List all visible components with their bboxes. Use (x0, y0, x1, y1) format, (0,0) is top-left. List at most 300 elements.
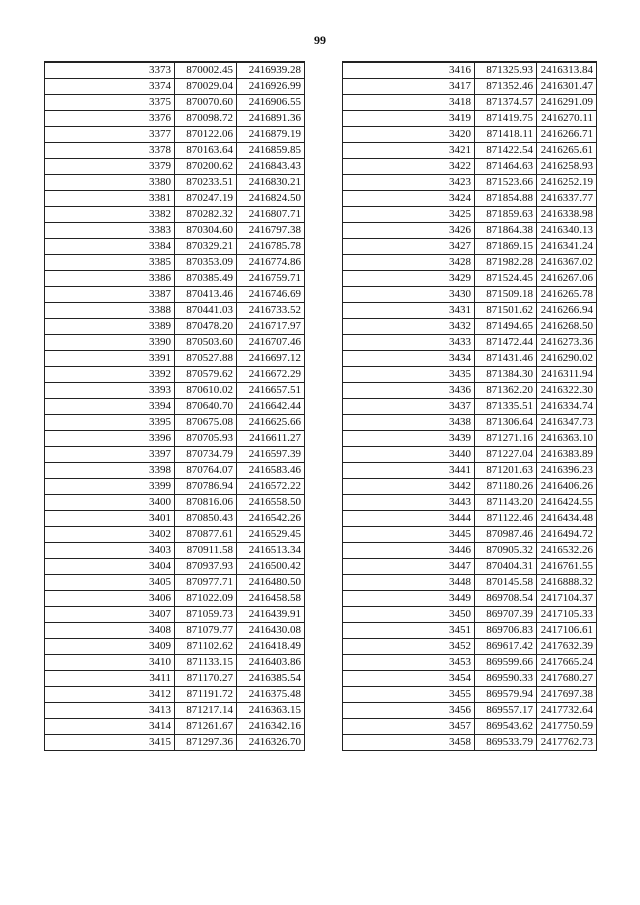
x-coordinate-cell: 871431.46 (475, 351, 537, 367)
table-row (45, 719, 305, 735)
table-row (45, 415, 305, 431)
y-coordinate-cell: 2417665.24 (537, 655, 597, 671)
point-number-cell: 3458 (343, 735, 475, 751)
x-coordinate-cell: 870478.20 (175, 319, 237, 335)
point-number-cell: 3455 (343, 687, 475, 703)
table-row (343, 639, 597, 655)
table-row (45, 511, 305, 527)
point-number-cell: 3391 (45, 351, 175, 367)
table-row (45, 143, 305, 159)
x-coordinate-cell: 870441.03 (175, 303, 237, 319)
table-row (45, 703, 305, 719)
x-coordinate-cell: 871374.57 (475, 95, 537, 111)
table-row (45, 271, 305, 287)
point-number-cell: 3425 (343, 207, 475, 223)
point-number-cell: 3436 (343, 383, 475, 399)
point-number-cell: 3440 (343, 447, 475, 463)
y-coordinate-cell: 2416759.71 (237, 271, 305, 287)
y-coordinate-cell: 2416403.86 (237, 655, 305, 671)
x-coordinate-cell: 870705.93 (175, 431, 237, 447)
point-number-cell: 3381 (45, 191, 175, 207)
y-coordinate-cell: 2417732.64 (537, 703, 597, 719)
y-coordinate-cell: 2417104.37 (537, 591, 597, 607)
x-coordinate-cell: 871227.04 (475, 447, 537, 463)
point-number-cell: 3413 (45, 703, 175, 719)
point-number-cell: 3414 (45, 719, 175, 735)
table-body-left (45, 62, 305, 751)
y-coordinate-cell: 2416888.32 (537, 575, 597, 591)
table-row (45, 95, 305, 111)
x-coordinate-cell: 870911.58 (175, 543, 237, 559)
table-row (343, 495, 597, 511)
x-coordinate-cell: 870002.45 (175, 62, 237, 79)
x-coordinate-cell: 869599.66 (475, 655, 537, 671)
x-coordinate-cell: 871201.63 (475, 463, 537, 479)
y-coordinate-cell: 2416326.70 (237, 735, 305, 751)
y-coordinate-cell: 2416341.24 (537, 239, 597, 255)
point-number-cell: 3385 (45, 255, 175, 271)
table-row (343, 655, 597, 671)
x-coordinate-cell: 870282.32 (175, 207, 237, 223)
x-coordinate-cell: 871022.09 (175, 591, 237, 607)
table-row (343, 543, 597, 559)
y-coordinate-cell: 2416338.98 (537, 207, 597, 223)
point-number-cell: 3389 (45, 319, 175, 335)
table-row (343, 79, 597, 95)
point-number-cell: 3407 (45, 607, 175, 623)
x-coordinate-cell: 870610.02 (175, 383, 237, 399)
point-number-cell: 3400 (45, 495, 175, 511)
table-row (45, 447, 305, 463)
y-coordinate-cell: 2416439.91 (237, 607, 305, 623)
y-coordinate-cell: 2416657.51 (237, 383, 305, 399)
point-number-cell: 3405 (45, 575, 175, 591)
table-row (343, 143, 597, 159)
page-number: 99 (314, 33, 326, 47)
y-coordinate-cell: 2416385.54 (237, 671, 305, 687)
x-coordinate-cell: 871494.65 (475, 319, 537, 335)
point-number-cell: 3432 (343, 319, 475, 335)
x-coordinate-cell: 871217.14 (175, 703, 237, 719)
point-number-cell: 3401 (45, 511, 175, 527)
point-number-cell: 3457 (343, 719, 475, 735)
table-row (45, 79, 305, 95)
point-number-cell: 3393 (45, 383, 175, 399)
y-coordinate-cell: 2416939.28 (237, 62, 305, 79)
x-coordinate-cell: 871325.93 (475, 62, 537, 79)
x-coordinate-cell: 870675.08 (175, 415, 237, 431)
table-row (343, 271, 597, 287)
y-coordinate-cell: 2416273.36 (537, 335, 597, 351)
point-number-cell: 3399 (45, 479, 175, 495)
y-coordinate-cell: 2416347.73 (537, 415, 597, 431)
x-coordinate-cell: 871982.28 (475, 255, 537, 271)
x-coordinate-cell: 870404.31 (475, 559, 537, 575)
y-coordinate-cell: 2416480.50 (237, 575, 305, 591)
point-number-cell: 3406 (45, 591, 175, 607)
point-number-cell: 3417 (343, 79, 475, 95)
point-number-cell: 3396 (45, 431, 175, 447)
point-number-cell: 3437 (343, 399, 475, 415)
x-coordinate-cell: 871869.15 (475, 239, 537, 255)
table-row (343, 255, 597, 271)
point-number-cell: 3388 (45, 303, 175, 319)
point-number-cell: 3411 (45, 671, 175, 687)
point-number-cell: 3443 (343, 495, 475, 511)
table-row (45, 479, 305, 495)
y-coordinate-cell: 2416266.94 (537, 303, 597, 319)
x-coordinate-cell: 869533.79 (475, 735, 537, 751)
x-coordinate-cell: 871422.54 (475, 143, 537, 159)
table-row (45, 303, 305, 319)
table-row (343, 191, 597, 207)
y-coordinate-cell: 2416266.71 (537, 127, 597, 143)
point-number-cell: 3438 (343, 415, 475, 431)
y-coordinate-cell: 2416926.99 (237, 79, 305, 95)
x-coordinate-cell: 870329.21 (175, 239, 237, 255)
x-coordinate-cell: 871271.16 (475, 431, 537, 447)
table-row (343, 383, 597, 399)
table-row (45, 255, 305, 271)
table-row (45, 207, 305, 223)
y-coordinate-cell: 2416430.08 (237, 623, 305, 639)
y-coordinate-cell: 2416322.30 (537, 383, 597, 399)
x-coordinate-cell: 869617.42 (475, 639, 537, 655)
table-row (45, 62, 305, 79)
y-coordinate-cell: 2416418.49 (237, 639, 305, 655)
table-row (343, 223, 597, 239)
table-row (343, 335, 597, 351)
point-number-cell: 3423 (343, 175, 475, 191)
y-coordinate-cell: 2416824.50 (237, 191, 305, 207)
x-coordinate-cell: 871122.46 (475, 511, 537, 527)
point-number-cell: 3427 (343, 239, 475, 255)
x-coordinate-cell: 870304.60 (175, 223, 237, 239)
point-number-cell: 3441 (343, 463, 475, 479)
y-coordinate-cell: 2416434.48 (537, 511, 597, 527)
x-coordinate-cell: 869590.33 (475, 671, 537, 687)
point-number-cell: 3387 (45, 287, 175, 303)
table-row (343, 159, 597, 175)
table-row (343, 287, 597, 303)
x-coordinate-cell: 871102.62 (175, 639, 237, 655)
table-row (45, 607, 305, 623)
point-number-cell: 3433 (343, 335, 475, 351)
y-coordinate-cell: 2416807.71 (237, 207, 305, 223)
point-number-cell: 3382 (45, 207, 175, 223)
x-coordinate-cell: 870163.64 (175, 143, 237, 159)
point-number-cell: 3386 (45, 271, 175, 287)
table-row (343, 511, 597, 527)
table-row (343, 175, 597, 191)
point-number-cell: 3377 (45, 127, 175, 143)
y-coordinate-cell: 2416529.45 (237, 527, 305, 543)
table-row (343, 463, 597, 479)
table-row (343, 671, 597, 687)
y-coordinate-cell: 2417632.39 (537, 639, 597, 655)
table-row (343, 303, 597, 319)
table-row (343, 431, 597, 447)
x-coordinate-cell: 869707.39 (475, 607, 537, 623)
y-coordinate-cell: 2416367.02 (537, 255, 597, 271)
table-row (45, 543, 305, 559)
table-row (343, 319, 597, 335)
x-coordinate-cell: 870503.60 (175, 335, 237, 351)
y-coordinate-cell: 2416458.58 (237, 591, 305, 607)
table-row (343, 703, 597, 719)
y-coordinate-cell: 2416859.85 (237, 143, 305, 159)
y-coordinate-cell: 2416532.26 (537, 543, 597, 559)
table-row (343, 735, 597, 751)
point-number-cell: 3384 (45, 239, 175, 255)
x-coordinate-cell: 871059.73 (175, 607, 237, 623)
table-row (45, 239, 305, 255)
point-number-cell: 3412 (45, 687, 175, 703)
point-number-cell: 3416 (343, 62, 475, 79)
y-coordinate-cell: 2416375.48 (237, 687, 305, 703)
x-coordinate-cell: 870850.43 (175, 511, 237, 527)
table-body-right (343, 62, 597, 751)
table-row (45, 367, 305, 383)
y-coordinate-cell: 2416311.94 (537, 367, 597, 383)
y-coordinate-cell: 2416879.19 (237, 127, 305, 143)
x-coordinate-cell: 870029.04 (175, 79, 237, 95)
point-number-cell: 3450 (343, 607, 475, 623)
point-number-cell: 3456 (343, 703, 475, 719)
table-row (343, 623, 597, 639)
y-coordinate-cell: 2416313.84 (537, 62, 597, 79)
table-row (343, 591, 597, 607)
table-row (45, 735, 305, 751)
y-coordinate-cell: 2416363.15 (237, 703, 305, 719)
table-row (343, 415, 597, 431)
x-coordinate-cell: 871133.15 (175, 655, 237, 671)
x-coordinate-cell: 871859.63 (475, 207, 537, 223)
point-number-cell: 3421 (343, 143, 475, 159)
point-number-cell: 3374 (45, 79, 175, 95)
table-row (343, 62, 597, 79)
table-row (343, 559, 597, 575)
point-number-cell: 3392 (45, 367, 175, 383)
y-coordinate-cell: 2416268.50 (537, 319, 597, 335)
x-coordinate-cell: 869579.94 (475, 687, 537, 703)
point-number-cell: 3375 (45, 95, 175, 111)
table-row (45, 575, 305, 591)
point-number-cell: 3446 (343, 543, 475, 559)
y-coordinate-cell: 2416830.21 (237, 175, 305, 191)
x-coordinate-cell: 871501.62 (475, 303, 537, 319)
y-coordinate-cell: 2416611.27 (237, 431, 305, 447)
y-coordinate-cell: 2417106.61 (537, 623, 597, 639)
x-coordinate-cell: 870122.06 (175, 127, 237, 143)
table-row (343, 127, 597, 143)
table-row (45, 335, 305, 351)
table-row (45, 383, 305, 399)
x-coordinate-cell: 871418.11 (475, 127, 537, 143)
point-number-cell: 3418 (343, 95, 475, 111)
x-coordinate-cell: 871523.66 (475, 175, 537, 191)
point-number-cell: 3431 (343, 303, 475, 319)
point-number-cell: 3397 (45, 447, 175, 463)
point-number-cell: 3444 (343, 511, 475, 527)
coordinates-table-left (44, 61, 305, 751)
x-coordinate-cell: 871335.51 (475, 399, 537, 415)
x-coordinate-cell: 869708.54 (475, 591, 537, 607)
table-row (343, 351, 597, 367)
table-row (343, 575, 597, 591)
point-number-cell: 3390 (45, 335, 175, 351)
point-number-cell: 3453 (343, 655, 475, 671)
x-coordinate-cell: 870734.79 (175, 447, 237, 463)
x-coordinate-cell: 870413.46 (175, 287, 237, 303)
coordinates-table-right (342, 61, 597, 751)
x-coordinate-cell: 870640.70 (175, 399, 237, 415)
y-coordinate-cell: 2416291.09 (537, 95, 597, 111)
point-number-cell: 3451 (343, 623, 475, 639)
table-row (45, 191, 305, 207)
y-coordinate-cell: 2416265.78 (537, 287, 597, 303)
table-row (343, 367, 597, 383)
x-coordinate-cell: 870145.58 (475, 575, 537, 591)
x-coordinate-cell: 871524.45 (475, 271, 537, 287)
point-number-cell: 3454 (343, 671, 475, 687)
x-coordinate-cell: 871297.36 (175, 735, 237, 751)
table-row (45, 463, 305, 479)
y-coordinate-cell: 2416513.34 (237, 543, 305, 559)
point-number-cell: 3428 (343, 255, 475, 271)
point-number-cell: 3394 (45, 399, 175, 415)
y-coordinate-cell: 2416597.39 (237, 447, 305, 463)
y-coordinate-cell: 2416797.38 (237, 223, 305, 239)
x-coordinate-cell: 870247.19 (175, 191, 237, 207)
y-coordinate-cell: 2416406.26 (537, 479, 597, 495)
y-coordinate-cell: 2417697.38 (537, 687, 597, 703)
table-row (45, 495, 305, 511)
x-coordinate-cell: 871509.18 (475, 287, 537, 303)
table-row (45, 623, 305, 639)
table-row (45, 127, 305, 143)
point-number-cell: 3395 (45, 415, 175, 431)
table-row (343, 687, 597, 703)
y-coordinate-cell: 2416337.77 (537, 191, 597, 207)
table-row (45, 559, 305, 575)
y-coordinate-cell: 2416891.36 (237, 111, 305, 127)
table-row (45, 671, 305, 687)
point-number-cell: 3402 (45, 527, 175, 543)
table-row (343, 719, 597, 735)
table-row (45, 351, 305, 367)
point-number-cell: 3409 (45, 639, 175, 655)
point-number-cell: 3403 (45, 543, 175, 559)
x-coordinate-cell: 871191.72 (175, 687, 237, 703)
table-row (343, 607, 597, 623)
point-number-cell: 3398 (45, 463, 175, 479)
y-coordinate-cell: 2416761.55 (537, 559, 597, 575)
y-coordinate-cell: 2416746.69 (237, 287, 305, 303)
point-number-cell: 3404 (45, 559, 175, 575)
y-coordinate-cell: 2416424.55 (537, 495, 597, 511)
y-coordinate-cell: 2416733.52 (237, 303, 305, 319)
y-coordinate-cell: 2416267.06 (537, 271, 597, 287)
x-coordinate-cell: 870987.46 (475, 527, 537, 543)
table-row (343, 95, 597, 111)
y-coordinate-cell: 2416342.16 (237, 719, 305, 735)
table-row (45, 687, 305, 703)
y-coordinate-cell: 2416583.46 (237, 463, 305, 479)
table-row (343, 527, 597, 543)
point-number-cell: 3383 (45, 223, 175, 239)
table-row (45, 527, 305, 543)
y-coordinate-cell: 2416265.61 (537, 143, 597, 159)
x-coordinate-cell: 870786.94 (175, 479, 237, 495)
x-coordinate-cell: 870977.71 (175, 575, 237, 591)
point-number-cell: 3422 (343, 159, 475, 175)
x-coordinate-cell: 870385.49 (175, 271, 237, 287)
y-coordinate-cell: 2417762.73 (537, 735, 597, 751)
y-coordinate-cell: 2416301.47 (537, 79, 597, 95)
x-coordinate-cell: 871384.30 (475, 367, 537, 383)
y-coordinate-cell: 2416494.72 (537, 527, 597, 543)
point-number-cell: 3419 (343, 111, 475, 127)
point-number-cell: 3426 (343, 223, 475, 239)
x-coordinate-cell: 871170.27 (175, 671, 237, 687)
x-coordinate-cell: 871143.20 (475, 495, 537, 511)
y-coordinate-cell: 2417105.33 (537, 607, 597, 623)
table-row (45, 111, 305, 127)
x-coordinate-cell: 870579.62 (175, 367, 237, 383)
x-coordinate-cell: 871352.46 (475, 79, 537, 95)
point-number-cell: 3373 (45, 62, 175, 79)
point-number-cell: 3420 (343, 127, 475, 143)
x-coordinate-cell: 869543.62 (475, 719, 537, 735)
point-number-cell: 3439 (343, 431, 475, 447)
y-coordinate-cell: 2416270.11 (537, 111, 597, 127)
table-row (45, 591, 305, 607)
y-coordinate-cell: 2416774.86 (237, 255, 305, 271)
table-row (45, 639, 305, 655)
y-coordinate-cell: 2416396.23 (537, 463, 597, 479)
x-coordinate-cell: 869706.83 (475, 623, 537, 639)
y-coordinate-cell: 2416252.19 (537, 175, 597, 191)
y-coordinate-cell: 2416572.22 (237, 479, 305, 495)
table-row (45, 655, 305, 671)
y-coordinate-cell: 2416290.02 (537, 351, 597, 367)
x-coordinate-cell: 871306.64 (475, 415, 537, 431)
x-coordinate-cell: 870233.51 (175, 175, 237, 191)
x-coordinate-cell: 870353.09 (175, 255, 237, 271)
point-number-cell: 3434 (343, 351, 475, 367)
table-row (45, 431, 305, 447)
y-coordinate-cell: 2416258.93 (537, 159, 597, 175)
table-row (45, 175, 305, 191)
y-coordinate-cell: 2416500.42 (237, 559, 305, 575)
x-coordinate-cell: 870070.60 (175, 95, 237, 111)
table-row (45, 223, 305, 239)
table-row (45, 159, 305, 175)
x-coordinate-cell: 870816.06 (175, 495, 237, 511)
point-number-cell: 3452 (343, 639, 475, 655)
point-number-cell: 3430 (343, 287, 475, 303)
y-coordinate-cell: 2416843.43 (237, 159, 305, 175)
point-number-cell: 3424 (343, 191, 475, 207)
y-coordinate-cell: 2417680.27 (537, 671, 597, 687)
point-number-cell: 3447 (343, 559, 475, 575)
x-coordinate-cell: 871464.63 (475, 159, 537, 175)
y-coordinate-cell: 2416672.29 (237, 367, 305, 383)
y-coordinate-cell: 2416334.74 (537, 399, 597, 415)
table-row (45, 319, 305, 335)
x-coordinate-cell: 871079.77 (175, 623, 237, 639)
